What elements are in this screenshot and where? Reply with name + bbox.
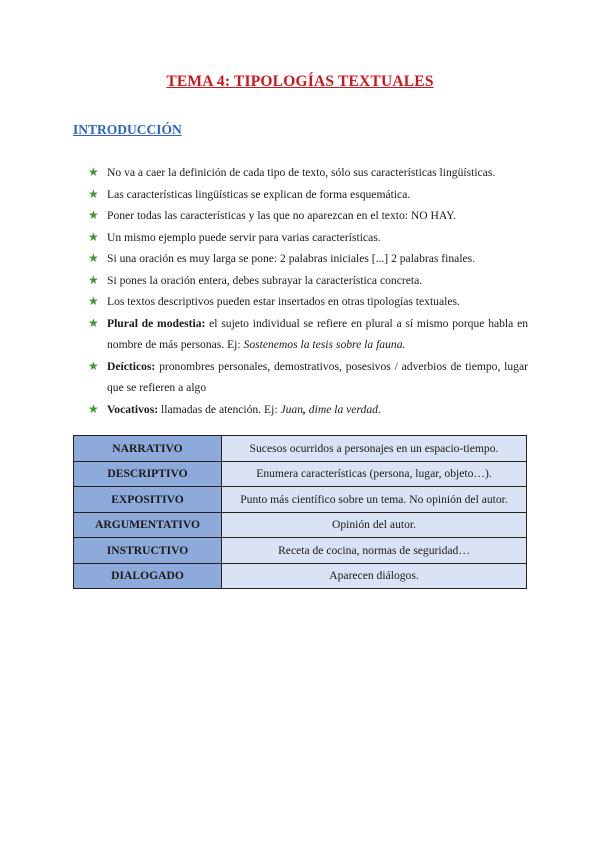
list-item: ★ Un mismo ejemplo puede servir para varias características. bbox=[88, 227, 528, 249]
table-row bbox=[74, 461, 527, 487]
list-item: ★ Las características lingüísticas se explican de forma esquemática. bbox=[88, 184, 528, 206]
text-types-table bbox=[73, 435, 527, 589]
type-cell: EXPOSITIVO bbox=[74, 487, 222, 513]
list-item: ★ Si pones la oración entera, debes subrayar la característica concreta. bbox=[88, 270, 528, 292]
star-icon: ★ bbox=[88, 186, 99, 201]
star-icon: ★ bbox=[88, 165, 99, 179]
table-row bbox=[74, 436, 527, 462]
star-icon: ★ bbox=[88, 294, 99, 308]
star-icon: ★ bbox=[88, 251, 99, 265]
list-item: ★ Si una oración es muy larga se pone: 2 palabras iniciales [...] 2 palabras finales. bbox=[88, 248, 528, 270]
list-item: ★ Vocativos: llamadas de atención. Ej: Juan, dime la verdad. bbox=[88, 399, 528, 421]
list-item: ★ Poner todas las características y las que no aparezcan en el texto: NO HAY. bbox=[88, 205, 528, 227]
type-cell: NARRATIVO bbox=[74, 436, 222, 462]
section-heading: INTRODUCCIÓN bbox=[73, 122, 182, 137]
star-icon: ★ bbox=[88, 272, 99, 287]
bullet-list bbox=[88, 162, 528, 420]
description-cell: Sucesos ocurridos a personajes en un espacio-tiempo. bbox=[222, 436, 527, 462]
description-cell: Opinión del autor. bbox=[222, 512, 527, 538]
star-icon: ★ bbox=[88, 208, 99, 222]
description-cell: Enumera características (persona, lugar, objeto…). bbox=[222, 461, 527, 487]
description-cell: Aparecen diálogos. bbox=[222, 563, 527, 589]
star-icon: ★ bbox=[88, 358, 99, 373]
type-cell: DIALOGADO bbox=[74, 563, 222, 589]
type-cell: DESCRIPTIVO bbox=[74, 461, 222, 487]
list-item: ★ Los textos descriptivos pueden estar insertados en otras tipologías textuales. bbox=[88, 291, 528, 313]
star-icon: ★ bbox=[88, 229, 99, 244]
list-item: ★ No va a caer la definición de cada tipo de texto, sólo sus características lingüísticas. bbox=[88, 162, 528, 184]
table-row bbox=[74, 487, 527, 513]
table-row bbox=[74, 538, 527, 564]
table-row bbox=[74, 563, 527, 589]
description-cell: Punto más científico sobre un tema. No opinión del autor. bbox=[222, 487, 527, 513]
table-row bbox=[74, 512, 527, 538]
type-cell: INSTRUCTIVO bbox=[74, 538, 222, 564]
list-item: ★ Deícticos: pronombres personales, demostrativos, posesivos / adverbios de tiempo, lugar que se refieren a algo bbox=[88, 356, 528, 399]
type-cell: ARGUMENTATIVO bbox=[74, 512, 222, 538]
page-title: TEMA 4: TIPOLOGÍAS TEXTUALES bbox=[166, 73, 434, 90]
description-cell: Receta de cocina, normas de seguridad… bbox=[222, 538, 527, 564]
star-icon: ★ bbox=[88, 315, 99, 330]
list-item: ★ Plural de modestia: el sujeto individual se refiere en plural a sí mismo porque habla en nombre de más personas. Ej: Sostenemos la tesis sobre la fauna. bbox=[88, 313, 528, 356]
star-icon: ★ bbox=[88, 401, 99, 416]
